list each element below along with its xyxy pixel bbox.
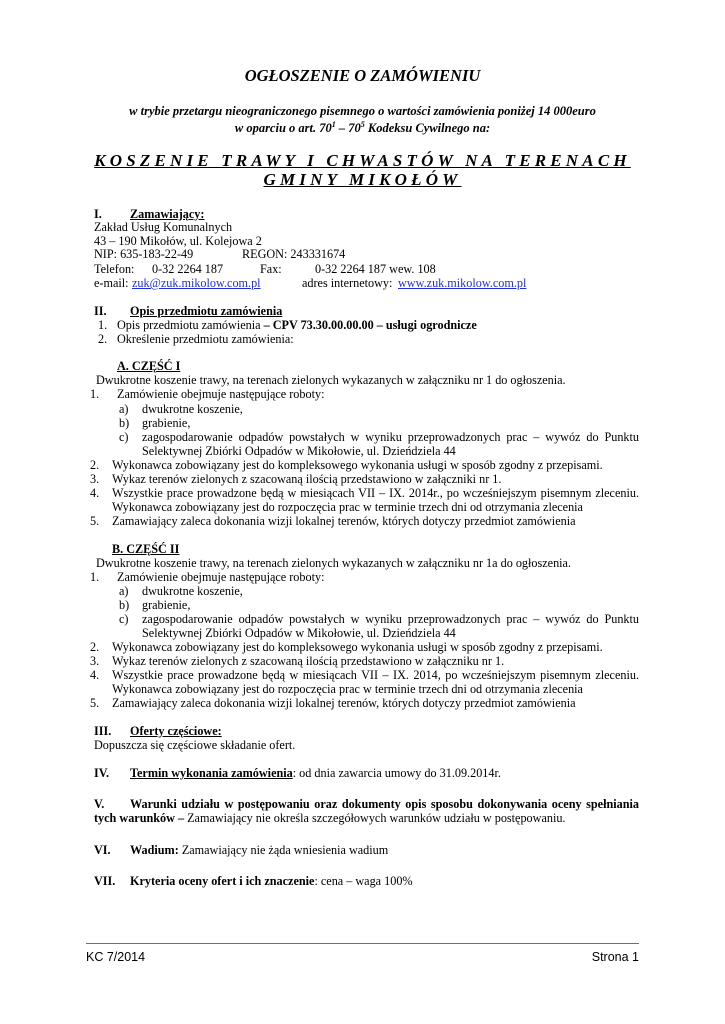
part-b-item2: Wykonawca zobowiązany jest do kompleksowego wykonania usługi w sposób zgodny z przepisami. [112,640,603,654]
part-a-intro: Dwukrotne koszenie trawy, na terenach zielonych wykazanych w załączniku nr 1 do ogłoszenia. [96,373,566,387]
ordering-party-name: Zakład Usług Komunalnych [94,220,233,234]
footer-page-number: Strona 1 [591,950,639,964]
part-a-item5-number: 5. [90,514,100,528]
part-b-item3-number: 3. [90,654,100,668]
section-6-number: VI. [94,843,111,857]
section-2-item2: Określenie przedmiotu zamówienia: [117,332,294,346]
part-b-item1-a-marker: a) [119,584,129,598]
section-3-heading: Oferty częściowe: [130,724,222,738]
part-b-item2-number: 2. [90,640,100,654]
section-4-number: IV. [94,766,110,780]
part-a-item4-line2: Wykonawca zobowiązany jest do rozpoczęcia prac w terminie trzech dni od otrzymania zlecenia [112,500,583,514]
part-a-item1-a-marker: a) [119,402,129,416]
part-a-item1-c-marker: c) [119,430,129,444]
email-label: e-mail: [94,276,129,290]
section-3-number: III. [94,724,112,738]
main-title-line2: GMINY MIKOŁÓW [263,170,462,189]
part-a-item5: Zamawiający zaleca dokonania wizji lokalnej terenów, których dotyczy przedmiot zamówienia [112,514,576,528]
part-b-item1-b-marker: b) [119,598,130,612]
part-b-intro: Dwukrotne koszenie trawy, na terenach zielonych wykazanych w załączniku nr 1a do ogłoszenia. [96,556,572,570]
section-2-heading: Opis przedmiotu zamówienia [130,304,283,318]
section-2-item2-number: 2. [98,332,108,346]
section-6-line: Wadium: Zamawiający nie żąda wniesienia wadium [130,843,389,857]
section-7-line: Kryteria oceny ofert i ich znaczenie: cena – waga 100% [130,874,413,888]
fax-label: Fax: [260,262,282,276]
part-a-item4-number: 4. [90,486,100,500]
part-b-item1-number: 1. [90,570,100,584]
part-b-item5-number: 5. [90,696,100,710]
part-b-item4-line2: Wykonawca zobowiązany jest do rozpoczęcia prac w terminie trzech dni od otrzymania zlecenia [112,682,583,696]
section-5-line1: Warunki udziału w postępowaniu oraz dokumenty opis sposobu dokonywania oceny spełniania [130,797,639,811]
part-b-item4-number: 4. [90,668,100,682]
part-a-item4-line1: Wszystkie prace prowadzone będą w miesiącach VII – IX. 2014r., po wcześniejszym pisemnym zleceniu. [112,486,639,500]
part-a-item2-number: 2. [90,458,100,472]
part-b-item5: Zamawiający zaleca dokonania wizji lokalnej terenów, których dotyczy przedmiot zamówienia [112,696,576,710]
regon-number: REGON: 243331674 [242,247,346,261]
phone-label: Telefon: [94,262,135,276]
section-4-line: Termin wykonania zamówienia: od dnia zawarcia umowy do 31.09.2014r. [130,766,501,780]
part-b-item1-c-line2: Selektywnej Zbiórki Odpadów w Mikołowie, ul. Dzieńdziela 44 [142,626,456,640]
document-subtitle-line2: w oparciu o art. $70^1 - 70^5$ Kodeksu Cywilnego na: [234,120,491,136]
part-a-item1-c-line1: zagospodarowanie odpadów powstałych w wyniku przeprowadzonych prac – wywóz do Punktu [142,430,639,444]
nip-number: NIP: 635-183-22-49 [94,247,194,261]
section-5-line2: tych warunków – Zamawiający nie określa szczegółowych warunków udziału w postępowaniu. [94,811,566,825]
part-a-item1-a: dwukrotne koszenie, [142,402,243,416]
part-a-item1-c-line2: Selektywnej Zbiórki Odpadów w Mikołowie, ul. Dzieńdziela 44 [142,444,456,458]
part-b-item3: Wykaz terenów zielonych z szacowaną ilością przedstawiono w załączniku nr 1. [112,654,505,668]
ordering-party-address: 43 – 190 Mikołów, ul. Kolejowa 2 [94,234,262,248]
section-2-item1: Opis przedmiotu zamówienia – CPV 73.30.00.00.00 – usługi ogrodnicze [117,318,477,332]
phone-number: 0-32 2264 187 [152,262,224,276]
part-a-item1: Zamówienie obejmuje następujące roboty: [117,387,325,401]
part-b-item1-a: dwukrotne koszenie, [142,584,243,598]
part-b-item1: Zamówienie obejmuje następujące roboty: [117,570,325,584]
part-a-heading: A. CZĘŚĆ I [117,359,181,373]
section-1-number: I. [94,207,102,221]
section-5-number: V. [94,797,105,811]
part-a-item2: Wykonawca zobowiązany jest do kompleksowego wykonania usługi w sposób zgodny z przepisami. [112,458,603,472]
part-a-item3-number: 3. [90,472,100,486]
part-a-item1-number: 1. [90,387,100,401]
part-a-item1-b-marker: b) [119,416,130,430]
website-link[interactable]: www.zuk.mikolow.com.pl [398,276,527,290]
section-3-text: Dopuszcza się częściowe składanie ofert. [94,738,296,752]
document-title: OGŁOSZENIE O ZAMÓWIENIU [244,66,481,85]
footer-document-id: KC 7/2014 [86,950,146,964]
part-b-item1-b: grabienie, [142,598,191,612]
footer-divider [86,943,639,944]
part-b-heading: B. CZĘŚĆ II [112,542,180,556]
part-b-item1-c-marker: c) [119,612,129,626]
part-a-item1-b: grabienie, [142,416,191,430]
part-b-item1-c-line1: zagospodarowanie odpadów powstałych w wyniku przeprowadzonych prac – wywóz do Punktu [142,612,639,626]
part-a-item3: Wykaz terenów zielonych z szacowaną ilością przedstawiono w załączniki nr 1. [112,472,502,486]
fax-number: 0-32 2264 187 wew. 108 [315,262,436,276]
document-subtitle-line1: w trybie przetargu nieograniczonego pisemnego o wartości zamówienia poniżej 14 000euro [129,104,596,118]
section-7-number: VII. [94,874,116,888]
email-link[interactable]: zuk@zuk.mikolow.com.pl [132,276,261,290]
section-1-heading: Zamawiający: [130,207,205,221]
section-2-number: II. [94,304,107,318]
website-label: adres internetowy: [302,276,393,290]
part-b-item4-line1: Wszystkie prace prowadzone będą w miesiącach VII – IX. 2014, po wcześniejszym pisemnym zleceniu. [112,668,639,682]
main-title-line1: KOSZENIE TRAWY I CHWASTÓW NA TERENACH [94,151,631,170]
section-2-item1-number: 1. [98,318,108,332]
